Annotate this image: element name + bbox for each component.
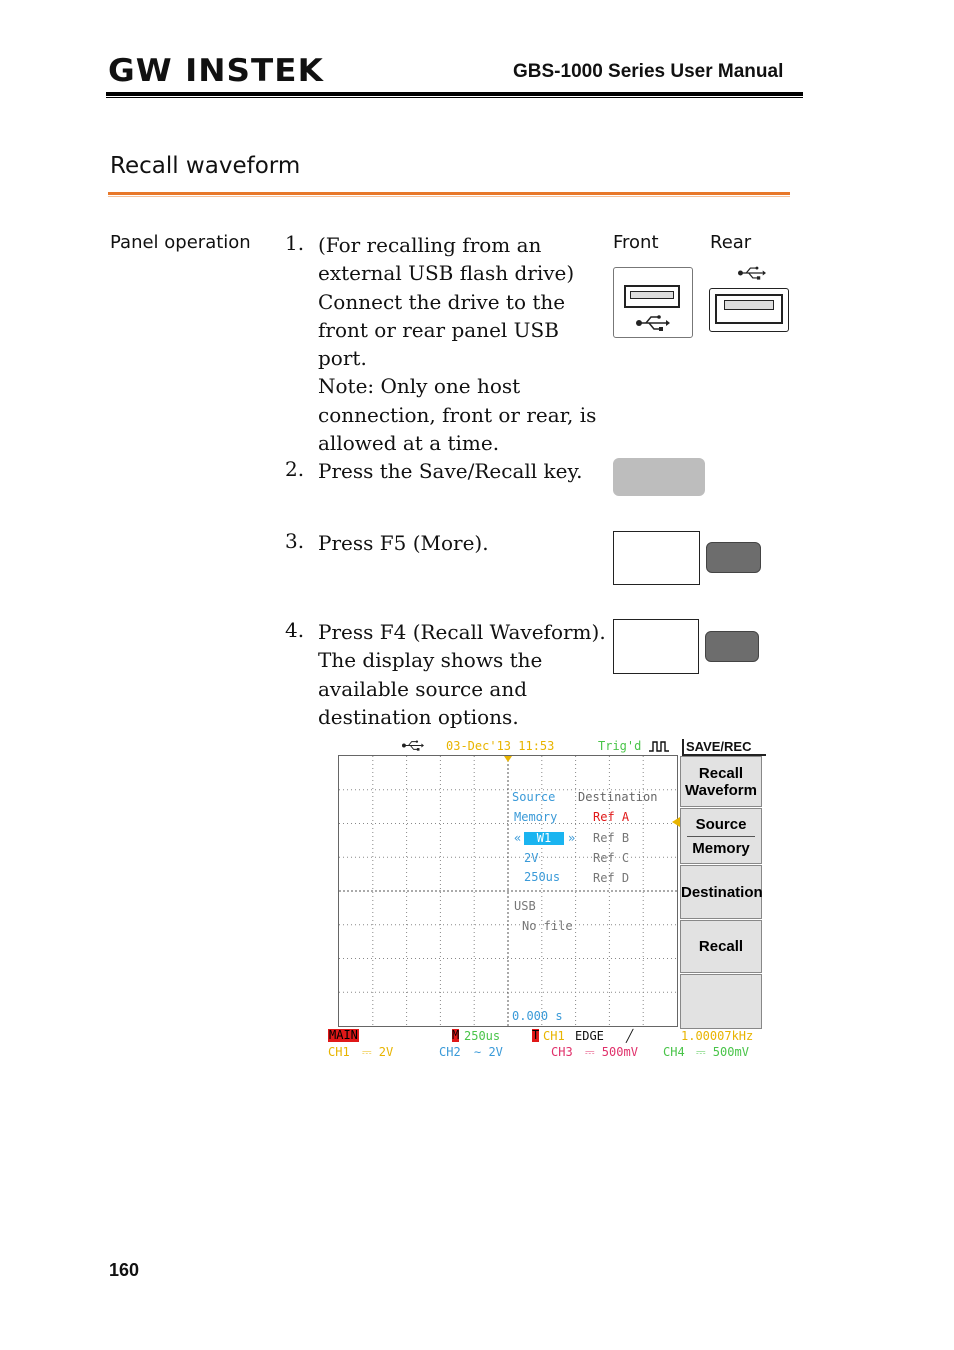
horizontal-offset: 0.000 s	[512, 1009, 563, 1023]
timebase-m-badge: M	[452, 1028, 460, 1042]
f5-key[interactable]	[706, 542, 761, 573]
step-2-number: 2.	[285, 457, 305, 481]
step-4-number: 4.	[285, 618, 305, 642]
oscilloscope-screen	[326, 737, 764, 1064]
overlay-source-heading: Source	[512, 790, 556, 804]
step-3-number: 3.	[285, 529, 305, 553]
usb-icon	[636, 315, 670, 331]
trigger-level-marker	[672, 817, 680, 827]
ch2-scale: ∼ 2V	[474, 1045, 503, 1059]
overlay-volts: 2V	[524, 851, 539, 865]
header-rule-thin	[106, 97, 803, 98]
ch1-label: CH1	[328, 1045, 350, 1059]
header-rule	[106, 92, 803, 96]
scope-date: 03-Dec'13 11:53	[446, 739, 555, 753]
overlay-select-right[interactable]: »	[568, 831, 576, 845]
timebase-value: 250us	[464, 1029, 501, 1043]
source-label: Source	[695, 815, 747, 833]
section-title: Recall waveform	[110, 153, 301, 179]
more-menu-box	[613, 531, 700, 585]
overlay-memory: Memory	[514, 810, 558, 824]
overlay-usb: USB	[514, 899, 536, 913]
trigger-t-badge: T	[532, 1028, 540, 1042]
usb-rear-port	[709, 288, 789, 332]
scope-trig-status: Trig'd	[598, 739, 642, 753]
overlay-select-left[interactable]: «	[514, 831, 522, 845]
overlay-ref-b: Ref B	[593, 831, 630, 845]
save-recall-menu	[680, 737, 764, 1031]
save-recall-key[interactable]	[613, 458, 705, 496]
overlay-ref-c: Ref C	[593, 851, 630, 865]
section-rule-shadow	[108, 196, 790, 197]
memory-value: Memory	[692, 839, 750, 857]
ch4-label: CH4	[663, 1045, 685, 1059]
pulse-icon	[648, 740, 670, 752]
menu-separator	[687, 836, 755, 837]
page-number: 160	[109, 1260, 140, 1280]
overlay-ref-d: Ref D	[593, 871, 630, 885]
overlay-selected-waveform[interactable]: W1	[524, 832, 564, 845]
step-2-text: Press the Save/Recall key.	[318, 459, 583, 483]
ch3-scale: ⎓ 500mV	[585, 1045, 638, 1059]
ch3-label: CH3	[551, 1045, 573, 1059]
step-3-text: Press F5 (More).	[318, 531, 489, 555]
usb-icon	[738, 266, 766, 280]
trigger-slope-icon: ╱	[626, 1029, 634, 1043]
recall-waveform-box	[613, 619, 699, 674]
usb-front-port	[613, 267, 693, 338]
menu-title: SAVE/REC	[682, 739, 766, 756]
empty-menu-button[interactable]	[680, 974, 762, 1029]
panel-operation-label: Panel operation	[110, 232, 251, 253]
step-1-number: 1.	[285, 231, 305, 255]
ch2-label: CH2	[439, 1045, 461, 1059]
destination-menu-button[interactable]: Destination	[680, 865, 762, 919]
trigger-channel: CH1	[543, 1029, 565, 1043]
usb-icon	[402, 740, 424, 751]
usb-front-label: Front	[613, 232, 659, 253]
recall-waveform-menu-button[interactable]: Recall Waveform	[680, 756, 762, 807]
ch1-scale: ⎓ 2V	[362, 1045, 394, 1059]
trigger-type: EDGE	[575, 1029, 604, 1043]
overlay-ref-a: Ref A	[593, 810, 630, 824]
step-4-text: Press F4 (Recall Waveform). The display shows the available source and destination options.	[318, 620, 606, 729]
gw-instek-logo: GW INSTEK	[108, 53, 324, 89]
manual-title: GBS-1000 Series User Manual	[513, 61, 784, 82]
timebase-main-badge: MAIN	[329, 1028, 358, 1042]
f4-key[interactable]	[705, 631, 759, 662]
overlay-destination-heading: Destination	[578, 790, 658, 804]
overlay-time: 250us	[524, 870, 561, 884]
usb-rear-label: Rear	[710, 232, 752, 253]
section-rule	[108, 192, 790, 195]
overlay-no-file: No file	[522, 919, 573, 933]
trigger-frequency: 1.00007kHz	[681, 1029, 754, 1043]
step-1-text: (For recalling from an external USB flash drive) Connect the drive to the front or rear panel USB port. Note: Only one host connection, front or rear, is allowed at a time.	[318, 233, 597, 456]
source-memory-menu-button[interactable]	[680, 808, 762, 864]
ch4-scale: ⎓ 500mV	[696, 1045, 749, 1059]
recall-menu-button[interactable]: Recall	[680, 920, 762, 973]
